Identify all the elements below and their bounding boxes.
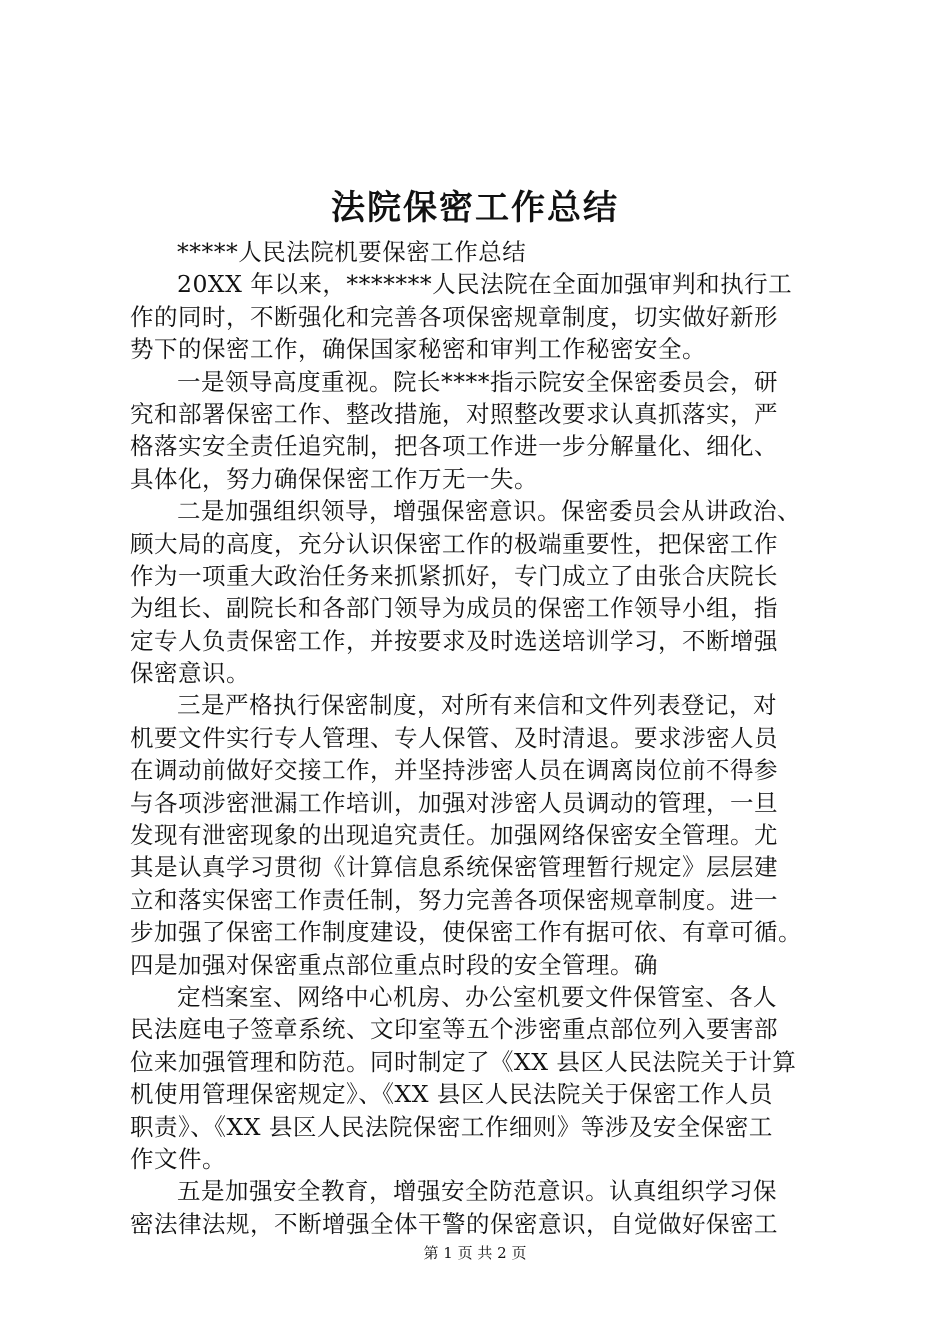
body-line: 发现有泄密现象的出现追究责任。加强网络保密安全管理。尤 [130,821,778,850]
body-line: 民法庭电子签章系统、文印室等五个涉密重点部位列入要害部 [130,1015,778,1044]
body-line: 三是严格执行保密制度，对所有来信和文件列表登记，对 [177,691,777,720]
body-line: 顾大局的高度，充分认识保密工作的极端重要性，把保密工作 [130,529,778,558]
page-footer: 第 1 页 共 2 页 [423,1244,527,1262]
document-title: 法院保密工作总结 [331,188,619,228]
body-line: 具体化，努力确保保密工作万无一失。 [130,464,538,493]
body-line: 机要文件实行专人管理、专人保管、及时清退。要求涉密人员 [130,723,778,752]
body-line: 职责》、《XX 县区人民法院保密工作细则》等涉及安全保密工 [130,1112,773,1141]
document-body [130,236,835,1240]
body-line: 究和部署保密工作、整改措施，对照整改要求认真抓落实，严 [130,399,778,428]
body-line: *****人民法院机要保密工作总结 [177,238,527,266]
body-line: 作的同时，不断强化和完善各项保密规章制度，切实做好新形 [130,302,778,331]
body-line: 立和落实保密工作责任制，努力完善各项保密规章制度。进一 [130,885,778,914]
body-line: 格落实安全责任追究制，把各项工作进一步分解量化、细化、 [130,432,778,461]
body-line: 为组长、副院长和各部门领导为成员的保密工作领导小组，指 [130,594,778,623]
body-line: 势下的保密工作，确保国家秘密和审判工作秘密安全。 [130,335,706,364]
body-line: 密法律法规，不断增强全体干警的保密意识，自觉做好保密工 [130,1209,778,1238]
body-line: 在调动前做好交接工作，并坚持涉密人员在调离岗位前不得参 [130,756,778,785]
body-line: 二是加强组织领导，增强保密意识。保密委员会从讲政治、 [177,497,801,526]
body-line: 作为一项重大政治任务来抓紧抓好，专门成立了由张合庆院长 [130,561,778,590]
body-line: 其是认真学习贯彻《计算信息系统保密管理暂行规定》层层建 [130,853,778,882]
body-line: 步加强了保密工作制度建设，使保密工作有据可依、有章可循。 [130,918,802,947]
body-line: 四是加强对保密重点部位重点时段的安全管理。确 [130,950,658,979]
body-line: 五是加强安全教育，增强安全防范意识。认真组织学习保 [177,1177,777,1206]
body-line: 机使用管理保密规定》、《XX 县区人民法院关于保密工作人员 [130,1080,773,1109]
body-line: 定专人负责保密工作，并按要求及时选送培训学习，不断增强 [130,626,778,655]
body-line: 位来加强管理和防范。同时制定了《XX 县区人民法院关于计算 [130,1047,797,1076]
body-line: 一是领导高度重视。院长****指示院安全保密委员会，研 [177,367,778,396]
body-line: 作文件。 [130,1144,226,1173]
body-line: 20XX 年以来，*******人民法院在全面加强审判和执行工 [177,270,793,299]
body-line: 保密意识。 [130,659,250,688]
body-line: 定档案室、网络中心机房、办公室机要文件保管室、各人 [177,982,777,1011]
body-line: 与各项涉密泄漏工作培训，加强对涉密人员调动的管理，一旦 [130,788,778,817]
